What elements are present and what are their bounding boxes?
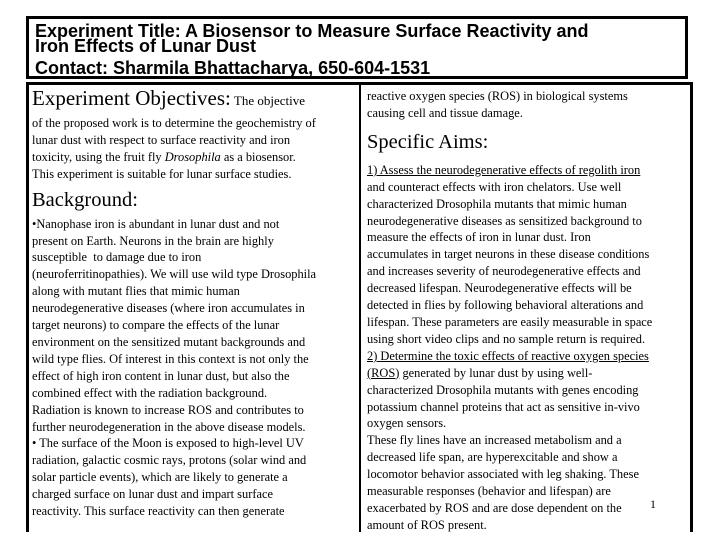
experiment-title-line-2: Iron Effects of Lunar Dust xyxy=(35,36,257,56)
drosophila-italic: Drosophila xyxy=(164,149,221,164)
objectives-lead-text: The objective xyxy=(230,93,305,108)
objectives-heading: Experiment Objectives: xyxy=(32,86,231,110)
aim-2-title: 2) Determine the toxic effects of reactive oxygen species xyxy=(367,348,649,363)
page-number: 1 xyxy=(650,497,656,511)
experiment-title-line-1: Experiment Title: A Biosensor to Measure Surface Reactivity and xyxy=(35,21,589,41)
aim-2-text: characterized Drosophila mutants with genes encoding potassium channel proteins that act as sensitive in-vivo oxygen sensors. These fly lines have an increased metabolism and a decreased life span, are hyperexcitable and show a locomotor behavior associated with leg shaking. These measurable responses (behavior and lifespan) are exacerbated by ROS and are dose dependent on the amount of ROS present. xyxy=(367,382,640,532)
objectives-tail: as a biosensor. This experiment is suitable for lunar surface studies. xyxy=(32,149,296,181)
right-column xyxy=(367,88,689,534)
right-top-text: reactive oxygen species (ROS) in biological systems causing cell and tissue damage. xyxy=(367,89,628,120)
objectives-section xyxy=(32,86,354,183)
aim-2-title-continued xyxy=(367,365,689,382)
aim-2-ros-underlined: (ROS) xyxy=(367,365,400,380)
contact-line: Contact: Sharmila Bhattacharya, 650-604-1531 xyxy=(35,58,431,78)
objectives-body xyxy=(32,115,354,183)
left-column xyxy=(32,86,354,520)
aim-1-title: 1) Assess the neurodegenerative effects of regolith iron xyxy=(367,162,641,177)
background-text: •Nanophase iron is abundant in lunar dust and not present on Earth. Neurons in the brain are highly susceptible to damage due to iron (neuroferritinopathies). We will use wild type Drosophila along with mutant flies that mimic human neurodegenerative diseases (where iron accumulates in target neurons) to compare the effects of the lunar environment on the sensitized mutant backgrounds and wild type flies. Of interest in this context is not only the effect of high iron content in lunar dust, but also the combined effect with the radiation background. Radiation is known to increase ROS and contributes to further neurodegeneration in the above disease models. • The surface of the Moon is exposed to high-level UV radiation, galactic cosmic rays, protons (solar wind and solar particle events), which are likely to generate a charged surface on lunar dust and impart surface reactivity. This surface reactivity can then generate xyxy=(32,216,317,519)
background-heading: Background: xyxy=(32,188,138,211)
title-box xyxy=(26,16,688,79)
aim-2-rest: generated by lunar dust by using well- xyxy=(399,365,593,380)
aim-1-text: and counteract effects with iron chelators. Use well characterized Drosophila mutants that mimic human neurodegenerative diseases as sensitized background to measure the effects of iron in lunar dust. Iron accumulates in target neurons in these disease conditions and increases severity of neurodegenerative effects and decreased lifespan. Neurodegenerative effects will be detected in flies by following behavioral alterations and lifespan. These parameters are easily measurable in space using short video clips and no sample return is required. xyxy=(367,179,653,346)
objectives-text: of the proposed work is to determine the geochemistry of lunar dust with respect to surface reactivity and iron toxicity, using the fruit fly xyxy=(32,116,316,164)
column-divider xyxy=(359,84,361,532)
specific-aims-heading: Specific Aims: xyxy=(367,130,489,153)
